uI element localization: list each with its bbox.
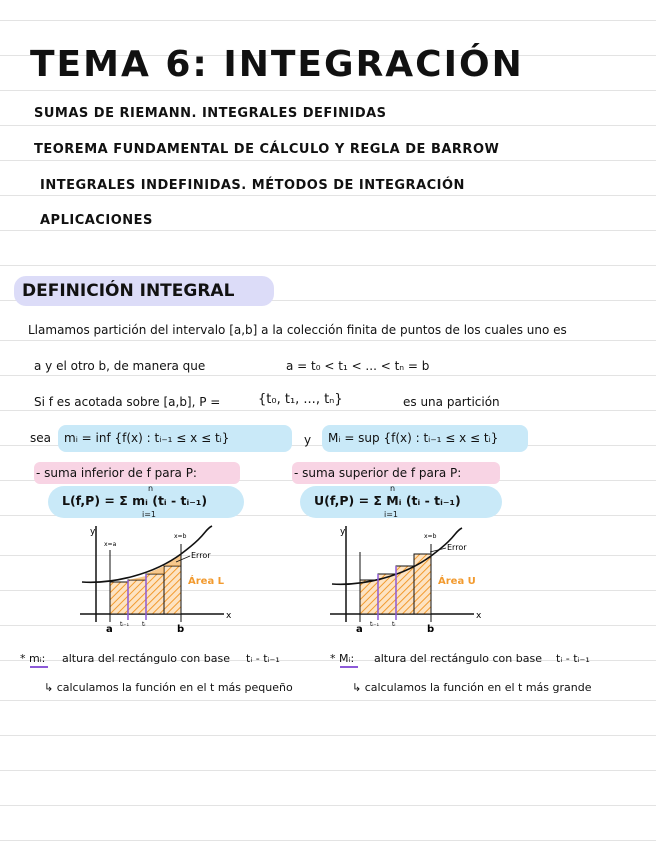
definition-line-2: a y el otro b, de manera que <box>34 359 206 373</box>
upper-note-underline <box>340 666 358 668</box>
sea-label: sea <box>30 431 51 445</box>
topic-riemann: SUMAS DE RIEMANN. INTEGRALES DEFINIDAS <box>34 106 387 121</box>
section-title: DEFINICIÓN INTEGRAL <box>22 281 235 301</box>
definition-line-1: Llamamos partición del intervalo [a,b] a la colección finita de puntos de los cuales uno es <box>28 323 567 337</box>
lower-note-detail: ↳ calculamos la función en el t más pequeño <box>44 681 293 694</box>
t-prev-label: tᵢ₋₁ <box>120 621 129 628</box>
b-label: b <box>427 624 435 635</box>
lower-sum-graph <box>74 522 254 638</box>
definition-line-3: Si f es acotada sobre [a,b], P = <box>34 395 221 409</box>
area-label: Área U <box>438 576 476 587</box>
lower-sum-formula: L(f,P) = Σ mᵢ (tᵢ - tᵢ₋₁) <box>62 493 208 508</box>
b-label: b <box>177 624 185 635</box>
riemann-rectangle <box>110 582 128 614</box>
upper-note-detail: ↳ calculamos la función en el t más grande <box>352 681 592 694</box>
definition-line-3-end: es una partición <box>403 395 500 409</box>
topic-aplicaciones: APLICACIONES <box>40 213 153 228</box>
topic-teorema: TEOREMA FUNDAMENTAL DE CÁLCULO Y REGLA DE BARROW <box>34 142 500 157</box>
lower-note-base: tᵢ - tᵢ₋₁ <box>246 652 280 665</box>
page-title: TEMA 6: INTEGRACIÓN <box>30 44 524 85</box>
y-connector: y <box>304 433 312 447</box>
a-label: a <box>106 624 113 635</box>
a-label: a <box>356 624 363 635</box>
y-axis-label: y <box>340 527 346 537</box>
x-axis-label: x <box>476 611 482 621</box>
partition-set: {t₀, t₁, ..., tₙ} <box>258 392 343 407</box>
lower-note-symbol: * mᵢ: <box>20 652 46 665</box>
topic-indefinidas: INTEGRALES INDEFINIDAS. MÉTODOS DE INTEGRACIÓN <box>40 178 465 193</box>
upper-sum-label: - suma superior de f para P: <box>294 466 462 480</box>
riemann-rectangle <box>414 554 431 614</box>
inf-definition: mᵢ = inf {f(x) : tᵢ₋₁ ≤ x ≤ tᵢ} <box>64 431 230 445</box>
riemann-rectangle <box>128 580 146 614</box>
area-label: Área L <box>188 576 225 587</box>
x-eq-a-label: x=a <box>104 541 117 548</box>
error-label: Error <box>191 551 211 560</box>
partition-inequality: a = t₀ < t₁ < ... < tₙ = b <box>286 359 430 373</box>
upper-note-base: tᵢ - tᵢ₋₁ <box>556 652 590 665</box>
lower-sum-top: n <box>148 484 154 493</box>
riemann-rectangle <box>146 574 164 614</box>
lower-note-underline <box>30 666 48 668</box>
x-axis-label: x <box>226 611 232 621</box>
error-label: Error <box>447 543 467 552</box>
upper-note-symbol: * Mᵢ: <box>330 652 355 665</box>
lower-sum-bottom: i=1 <box>142 510 157 519</box>
riemann-rectangle <box>378 574 396 614</box>
t-prev-label: tᵢ₋₁ <box>370 621 379 628</box>
upper-note-text: altura del rectángulo con base <box>374 652 542 665</box>
upper-sum-top: n <box>390 484 396 493</box>
riemann-rectangle <box>360 580 378 614</box>
t-label: tᵢ <box>142 621 146 628</box>
x-eq-b-label: x=b <box>174 533 187 540</box>
riemann-rectangle <box>164 566 181 614</box>
upper-sum-graph <box>324 522 504 638</box>
lower-note-text: altura del rectángulo con base <box>62 652 230 665</box>
lower-sum-label: - suma inferior de f para P: <box>36 466 197 480</box>
t-label: tᵢ <box>392 621 396 628</box>
sup-definition: Mᵢ = sup {f(x) : tᵢ₋₁ ≤ x ≤ tᵢ} <box>328 431 499 445</box>
y-axis-label: y <box>90 527 96 537</box>
x-eq-b-label: x=b <box>424 533 437 540</box>
upper-sum-bottom: i=1 <box>384 510 399 519</box>
upper-sum-formula: U(f,P) = Σ Mᵢ (tᵢ - tᵢ₋₁) <box>314 493 461 508</box>
